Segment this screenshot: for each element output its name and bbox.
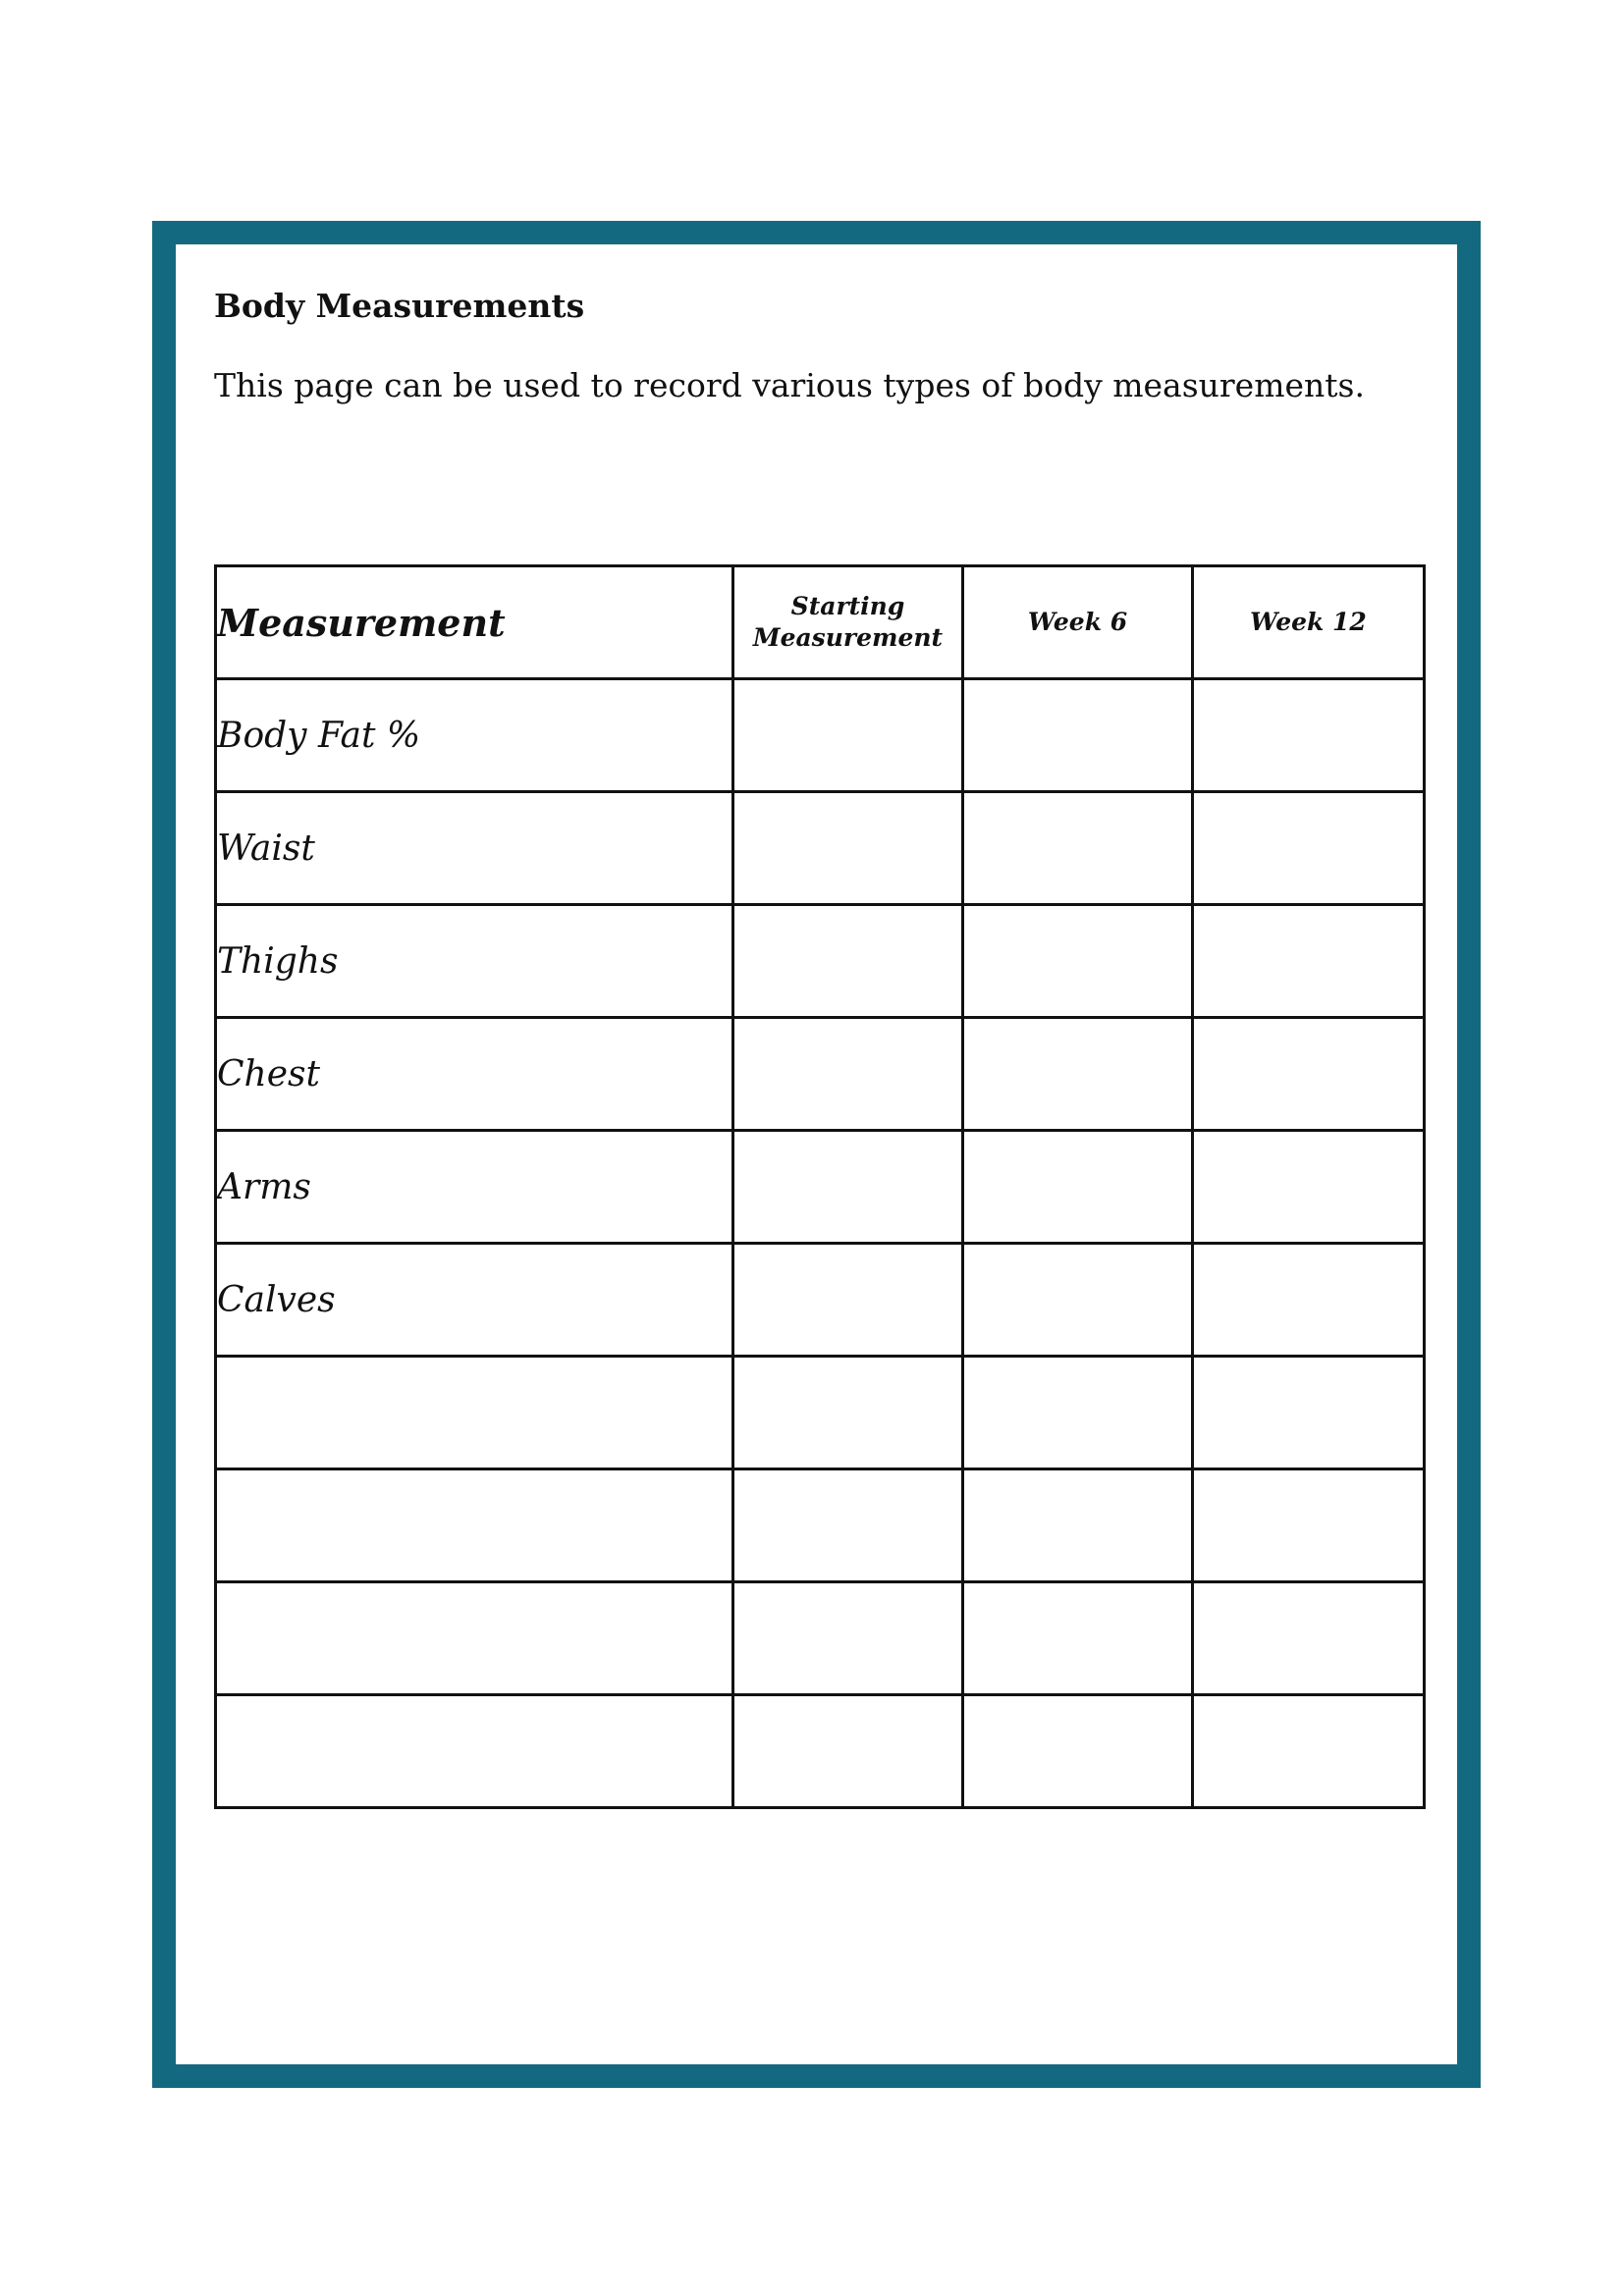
cell-week-12[interactable] [1193, 792, 1425, 905]
header-starting-measurement [733, 566, 963, 679]
row-label[interactable] [216, 1695, 733, 1808]
table-row [216, 1695, 1425, 1808]
cell-week-12[interactable] [1193, 1244, 1425, 1357]
cell-starting[interactable] [733, 1469, 963, 1582]
table-row [216, 1244, 1425, 1357]
row-label[interactable] [216, 1357, 733, 1469]
cell-week-12[interactable] [1193, 1018, 1425, 1131]
cell-week-12[interactable] [1193, 1695, 1425, 1808]
cell-week-12[interactable] [1193, 905, 1425, 1018]
cell-week-6[interactable] [963, 1695, 1193, 1808]
measurements-table [214, 564, 1426, 1809]
cell-week-6[interactable] [963, 792, 1193, 905]
cell-week-12[interactable] [1193, 1469, 1425, 1582]
table-header-row [216, 566, 1425, 679]
header-starting-line1: Starting [790, 592, 905, 620]
cell-week-6[interactable] [963, 905, 1193, 1018]
table-row [216, 1582, 1425, 1695]
row-label: Thighs [216, 905, 733, 1018]
cell-starting[interactable] [733, 1018, 963, 1131]
row-label[interactable] [216, 1582, 733, 1695]
row-label[interactable] [216, 1469, 733, 1582]
table-row [216, 1131, 1425, 1244]
page-title: Body Measurements [214, 287, 585, 325]
cell-week-6[interactable] [963, 1244, 1193, 1357]
cell-week-6[interactable] [963, 1018, 1193, 1131]
row-label: Calves [216, 1244, 733, 1357]
table-row [216, 1357, 1425, 1469]
table-row [216, 905, 1425, 1018]
header-starting-line2: Measurement [752, 623, 944, 652]
cell-week-12[interactable] [1193, 1357, 1425, 1469]
table-row [216, 792, 1425, 905]
row-label: Waist [216, 792, 733, 905]
cell-starting[interactable] [733, 1582, 963, 1695]
cell-week-6[interactable] [963, 1469, 1193, 1582]
page-intro: This page can be used to record various types of body measurements. [214, 366, 1365, 404]
table-row [216, 679, 1425, 792]
header-week-12: Week 12 [1193, 566, 1425, 679]
cell-starting[interactable] [733, 679, 963, 792]
row-label: Chest [216, 1018, 733, 1131]
row-label: Arms [216, 1131, 733, 1244]
cell-week-6[interactable] [963, 679, 1193, 792]
cell-starting[interactable] [733, 1131, 963, 1244]
row-label: Body Fat % [216, 679, 733, 792]
cell-starting[interactable] [733, 1695, 963, 1808]
cell-week-6[interactable] [963, 1582, 1193, 1695]
cell-week-12[interactable] [1193, 1131, 1425, 1244]
header-week-6: Week 6 [963, 566, 1193, 679]
cell-week-12[interactable] [1193, 1582, 1425, 1695]
cell-starting[interactable] [733, 792, 963, 905]
cell-starting[interactable] [733, 1244, 963, 1357]
cell-week-12[interactable] [1193, 679, 1425, 792]
table-row [216, 1469, 1425, 1582]
table-row [216, 1018, 1425, 1131]
cell-starting[interactable] [733, 1357, 963, 1469]
cell-week-6[interactable] [963, 1131, 1193, 1244]
header-measurement: Measurement [216, 566, 733, 679]
cell-starting[interactable] [733, 905, 963, 1018]
cell-week-6[interactable] [963, 1357, 1193, 1469]
